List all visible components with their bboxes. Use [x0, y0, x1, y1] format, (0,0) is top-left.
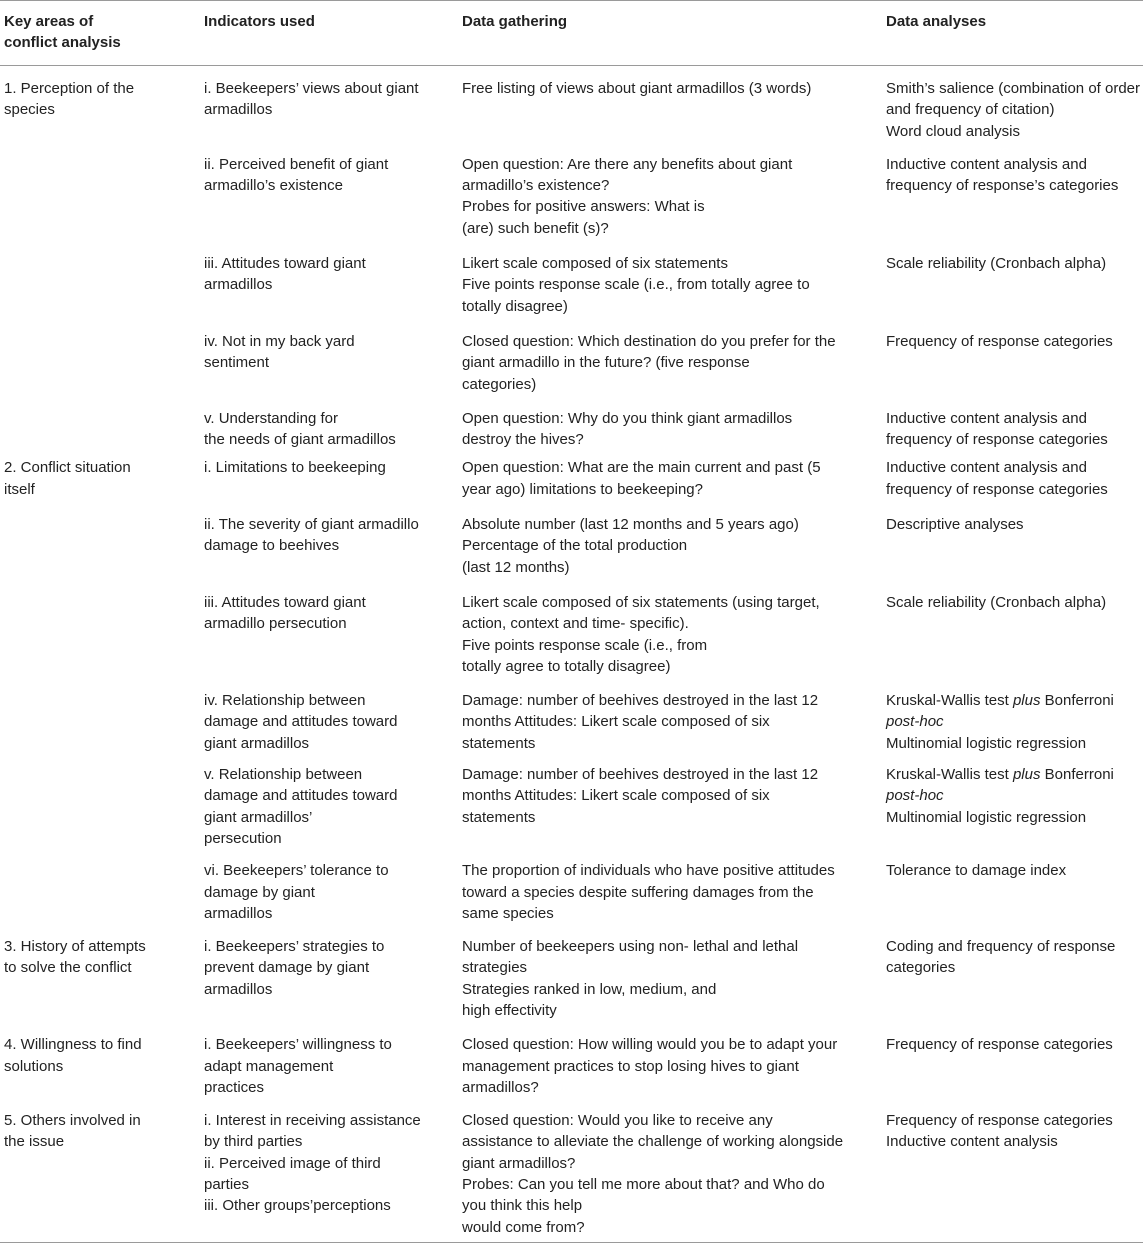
indicator-cell — [200, 399, 458, 455]
area-cell — [0, 504, 200, 582]
gathering-line: totally disagree) — [462, 297, 568, 315]
indicator-line: damage by giant — [204, 883, 315, 901]
area-line: 2. Conflict situation — [4, 459, 131, 477]
gathering-line: Number of beekeepers using non- lethal and lethal — [462, 938, 799, 956]
table-row — [0, 681, 1143, 758]
analyses-line: frequency of response’s categories — [886, 177, 1119, 195]
analyses-line — [886, 764, 1143, 785]
gathering-line: months Attitudes: Likert scale composed of six — [462, 713, 770, 731]
gathering-line: action, context and time- specific). — [462, 615, 689, 633]
indicator-line: iv. Relationship between — [204, 692, 366, 710]
analyses-cell — [882, 758, 1143, 853]
indicator-line: the needs of giant armadillos — [204, 431, 396, 449]
gathering-line: year ago) limitations to beekeeping? — [462, 480, 703, 498]
indicator-cell — [200, 146, 458, 243]
analyses-line: Smith’s salience (combination of order — [886, 80, 1141, 97]
indicator-cell — [200, 1025, 458, 1102]
gathering-line: giant armadillo in the future? (five response — [462, 354, 750, 372]
gathering-line: statements — [462, 734, 536, 752]
gathering-line: management practices to stop losing hives to giant — [462, 1057, 799, 1075]
indicator-line: iii. Attitudes toward giant — [204, 255, 366, 273]
analyses-line: Frequency of response categories — [886, 332, 1113, 350]
gathering-cell — [458, 1025, 882, 1102]
table-row — [0, 1102, 1143, 1242]
indicator-line: iii. Attitudes toward giant — [204, 593, 366, 611]
gathering-cell — [458, 504, 882, 582]
table-row — [0, 454, 1143, 504]
area-line: 5. Others involved in — [4, 1112, 141, 1130]
indicator-line: giant armadillos’ — [204, 808, 313, 826]
analyses-line: Multinomial logistic regression — [886, 808, 1087, 826]
analyses-cell — [882, 321, 1143, 399]
indicator-line: v. Understanding for — [204, 409, 338, 427]
gathering-line: same species — [462, 904, 554, 922]
analyses-cell — [882, 243, 1143, 321]
indicator-line: i. Interest in receiving assistance — [204, 1112, 421, 1130]
analyses-cell — [882, 853, 1143, 928]
gathering-line: Percentage of the total production — [462, 537, 688, 555]
gathering-cell — [458, 853, 882, 928]
gathering-line: Probes for positive answers: What is — [462, 198, 705, 216]
analyses-line: frequency of response categories — [886, 480, 1108, 498]
gathering-line: you think this help — [462, 1197, 583, 1215]
table-row — [0, 66, 1143, 146]
gathering-cell — [458, 758, 882, 853]
indicator-line: damage and attitudes toward — [204, 787, 398, 805]
gathering-cell — [458, 321, 882, 399]
indicator-line: damage and attitudes toward — [204, 713, 398, 731]
indicator-line: ii. Perceived image of third — [204, 1154, 381, 1172]
indicator-line: prevent damage by giant — [204, 959, 370, 977]
analyses-line: Scale reliability (Cronbach alpha) — [886, 593, 1107, 611]
gathering-line: Open question: Why do you think giant armadillos — [462, 409, 793, 427]
indicator-line: i. Beekeepers’ strategies to — [204, 938, 385, 956]
area-line: to solve the conflict — [4, 959, 132, 977]
analyses-line: Descriptive analyses — [886, 516, 1024, 534]
indicator-cell — [200, 928, 458, 1025]
area-cell — [0, 853, 200, 928]
gathering-line: Five points response scale (i.e., from totally agree to — [462, 276, 810, 294]
indicator-line: ii. Perceived benefit of giant — [204, 155, 389, 173]
gathering-cell — [458, 66, 882, 146]
table-row — [0, 758, 1143, 853]
analyses-line: Inductive content analysis and — [886, 459, 1087, 477]
gathering-cell — [458, 928, 882, 1025]
area-cell — [0, 454, 200, 504]
indicator-line: adapt management — [204, 1057, 334, 1075]
analyses-cell — [882, 454, 1143, 504]
indicator-line: iii. Other groups’perceptions — [204, 1197, 391, 1215]
analyses-cell — [882, 1025, 1143, 1102]
area-cell — [0, 399, 200, 455]
gathering-line: Free listing of views about giant armadillos (3 words) — [462, 80, 812, 97]
gathering-cell — [458, 399, 882, 455]
analyses-italic: post-hoc — [886, 713, 944, 731]
table-header-row — [0, 1, 1143, 66]
analyses-cell — [882, 928, 1143, 1025]
gathering-line: Likert scale composed of six statements (using target, — [462, 593, 820, 611]
gathering-line: Open question: What are the main current and past (5 — [462, 459, 821, 477]
analyses-cell — [882, 66, 1143, 146]
indicator-line: armadillo persecution — [204, 615, 347, 633]
gathering-line: strategies — [462, 959, 528, 977]
gathering-line: Closed question: How willing would you be to adapt your — [462, 1036, 838, 1054]
analyses-line: Word cloud analysis — [886, 122, 1020, 140]
analyses-italic: post-hoc — [886, 787, 944, 805]
analyses-cell — [882, 1102, 1143, 1242]
analyses-line — [886, 690, 1143, 711]
gathering-line: Absolute number (last 12 months and 5 years ago) — [462, 516, 799, 534]
table-row — [0, 321, 1143, 399]
gathering-line: Strategies ranked in low, medium, and — [462, 980, 717, 998]
analyses-line: Scale reliability (Cronbach alpha) — [886, 255, 1107, 273]
gathering-cell — [458, 454, 882, 504]
indicator-cell — [200, 504, 458, 582]
analyses-cell — [882, 399, 1143, 455]
gathering-line: totally agree to totally disagree) — [462, 657, 671, 675]
area-line: itself — [4, 480, 35, 498]
analyses-text: Bonferroni — [1040, 766, 1114, 784]
indicator-line: practices — [204, 1078, 265, 1096]
gathering-line: Damage: number of beehives destroyed in the last 12 — [462, 766, 819, 784]
gathering-line: Probes: Can you tell me more about that? and Who do — [462, 1176, 825, 1194]
analyses-line: Inductive content analysis and — [886, 155, 1087, 173]
indicator-line: i. Beekeepers’ views about giant — [204, 80, 419, 97]
gathering-line: toward a species despite suffering damages from the — [462, 883, 814, 901]
table-row — [0, 853, 1143, 928]
table-body — [0, 66, 1143, 1243]
gathering-cell — [458, 681, 882, 758]
indicator-line: v. Relationship between — [204, 766, 363, 784]
area-cell — [0, 66, 200, 146]
area-line: solutions — [4, 1057, 64, 1075]
indicator-cell — [200, 1102, 458, 1242]
indicator-cell — [200, 853, 458, 928]
analyses-cell — [882, 504, 1143, 582]
analyses-line: categories — [886, 959, 956, 977]
gathering-line: high effectivity — [462, 1001, 557, 1019]
table-row — [0, 582, 1143, 681]
gathering-cell — [458, 582, 882, 681]
area-cell — [0, 1025, 200, 1102]
gathering-line: Damage: number of beehives destroyed in the last 12 — [462, 692, 819, 710]
indicator-cell — [200, 321, 458, 399]
table-row — [0, 504, 1143, 582]
analyses-line: Coding and frequency of response — [886, 938, 1116, 956]
header-data-analyses: Data analyses — [882, 1, 1143, 66]
gathering-line: Likert scale composed of six statements — [462, 255, 728, 273]
indicator-line: giant armadillos — [204, 734, 310, 752]
area-cell — [0, 582, 200, 681]
area-line: 1. Perception of the — [4, 80, 135, 97]
table-row — [0, 146, 1143, 243]
indicator-line: vi. Beekeepers’ tolerance to — [204, 862, 389, 880]
table-row — [0, 1025, 1143, 1102]
area-cell — [0, 681, 200, 758]
gathering-line: Closed question: Would you like to receive any — [462, 1112, 773, 1130]
gathering-line: The proportion of individuals who have positive attitudes — [462, 862, 835, 880]
indicator-cell — [200, 758, 458, 853]
gathering-line: Open question: Are there any benefits about giant — [462, 155, 793, 173]
gathering-line: armadillos? — [462, 1078, 539, 1096]
gathering-line: (last 12 months) — [462, 558, 570, 576]
gathering-line: statements — [462, 808, 536, 826]
gathering-line: would come from? — [462, 1218, 585, 1236]
analyses-line: Inductive content analysis — [886, 1133, 1058, 1151]
analyses-italic: plus — [1012, 692, 1041, 710]
area-cell — [0, 243, 200, 321]
gathering-line: months Attitudes: Likert scale composed of six — [462, 787, 770, 805]
area-cell — [0, 146, 200, 243]
area-line: 4. Willingness to find — [4, 1036, 142, 1054]
indicator-cell — [200, 681, 458, 758]
indicator-line: armadillos — [204, 101, 273, 119]
header-key-areas: Key areas of conflict analysis — [0, 1, 200, 66]
analyses-line: Inductive content analysis and — [886, 409, 1087, 427]
analyses-cell — [882, 582, 1143, 681]
area-cell — [0, 758, 200, 853]
indicator-line: sentiment — [204, 354, 270, 372]
indicator-line: armadillos — [204, 904, 273, 922]
indicator-line: i. Beekeepers’ willingness to — [204, 1036, 392, 1054]
header-data-gathering: Data gathering — [458, 1, 882, 66]
indicator-line: iv. Not in my back yard — [204, 332, 355, 350]
area-line: 3. History of attempts — [4, 938, 146, 956]
gathering-line: (are) such benefit (s)? — [462, 219, 609, 237]
indicator-line: ii. The severity of giant armadillo — [204, 516, 419, 534]
area-cell — [0, 1102, 200, 1242]
area-cell — [0, 928, 200, 1025]
analyses-line: Frequency of response categories — [886, 1112, 1113, 1130]
area-cell — [0, 321, 200, 399]
analyses-italic: plus — [1012, 766, 1041, 784]
area-line: the issue — [4, 1133, 65, 1151]
gathering-line: assistance to alleviate the challenge of working alongside — [462, 1133, 844, 1151]
area-line: species — [4, 101, 55, 119]
indicator-cell — [200, 243, 458, 321]
indicator-line: armadillos — [204, 276, 273, 294]
header-indicators: Indicators used — [200, 1, 458, 66]
indicator-line: i. Limitations to beekeeping — [204, 459, 386, 477]
indicator-line: parties — [204, 1176, 250, 1194]
analyses-cell — [882, 146, 1143, 243]
indicator-line: damage to beehives — [204, 537, 340, 555]
indicator-cell — [200, 454, 458, 504]
gathering-line: armadillo’s existence? — [462, 177, 610, 195]
indicator-line: by third parties — [204, 1133, 303, 1151]
analyses-line: frequency of response categories — [886, 431, 1108, 449]
gathering-line: destroy the hives? — [462, 431, 584, 449]
gathering-line: Five points response scale (i.e., from — [462, 636, 708, 654]
gathering-cell — [458, 1102, 882, 1242]
analyses-line: Tolerance to damage index — [886, 862, 1067, 880]
table-row — [0, 243, 1143, 321]
indicator-cell — [200, 66, 458, 146]
gathering-line: giant armadillos? — [462, 1154, 576, 1172]
analyses-line: and frequency of citation) — [886, 101, 1055, 119]
indicator-cell — [200, 582, 458, 681]
gathering-line: Closed question: Which destination do you prefer for the — [462, 332, 836, 350]
gathering-line: categories) — [462, 375, 537, 393]
analyses-text: Kruskal-Wallis test — [886, 692, 1013, 710]
analyses-cell — [882, 681, 1143, 758]
analyses-text: Bonferroni — [1040, 692, 1114, 710]
indicator-line: armadillos — [204, 980, 273, 998]
table-row — [0, 399, 1143, 455]
gathering-cell — [458, 146, 882, 243]
indicator-line: persecution — [204, 829, 282, 847]
analyses-line: Multinomial logistic regression — [886, 734, 1087, 752]
analyses-text: Kruskal-Wallis test — [886, 766, 1013, 784]
analyses-line: Frequency of response categories — [886, 1036, 1113, 1054]
table-row — [0, 928, 1143, 1025]
indicator-line: armadillo’s existence — [204, 177, 343, 195]
gathering-cell — [458, 243, 882, 321]
